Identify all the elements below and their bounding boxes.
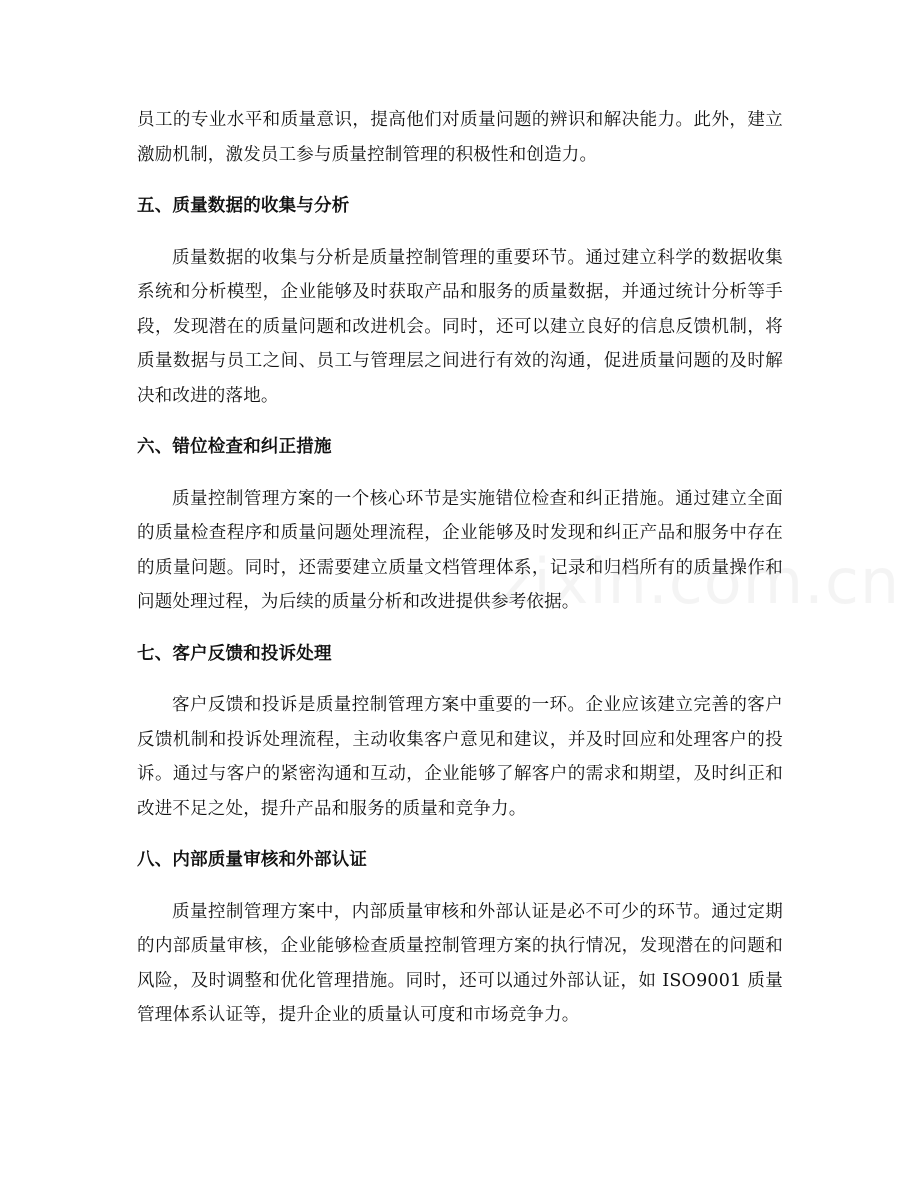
- section-body-5: 质量数据的收集与分析是质量控制管理的重要环节。通过建立科学的数据收集系统和分析模型，企业能够及时获取产品和服务的质量数据，并通过统计分析等手段，发现潜在的质量问题和改进机会。同时，还可以建立良好的信息反馈机制，将质量数据与员工之间、员工与管理层之间进行有效的沟通，促进质量问题的及时解决和改进的落地。: [137, 247, 783, 406]
- section-body-8: 质量控制管理方案中，内部质量审核和外部认证是必不可少的环节。通过定期的内部质量审核，企业能够检查质量控制管理方案的执行情况，发现潜在的问题和风险，及时调整和优化管理措施。同时，还可以通过外部认证，如 ISO9001 质量管理体系认证等，提升企业的质量认可度和市场竞争力。: [137, 901, 783, 1025]
- section-heading-5: 五、质量数据的收集与分析: [137, 196, 350, 216]
- section-body-6: 质量控制管理方案的一个核心环节是实施错位检查和纠正措施。通过建立全面的质量检查程序和质量问题处理流程，企业能够及时发现和纠正产品和服务中存在的质量问题。同时，还需要建立质量文档管理体系，记录和归档所有的质量操作和问题处理过程，为后续的质量分析和改进提供参考依据。: [137, 488, 783, 612]
- section-heading-8: 八、内部质量审核和外部认证: [137, 850, 368, 870]
- intro-paragraph: 员工的专业水平和质量意识，提高他们对质量问题的辨识和解决能力。此外，建立激励机制，激发员工参与质量控制管理的积极性和创造力。: [137, 110, 783, 165]
- section-body-7: 客户反馈和投诉是质量控制管理方案中重要的一环。企业应该建立完善的客户反馈机制和投诉处理流程，主动收集客户意见和建议，并及时回应和处理客户的投诉。通过与客户的紧密沟通和互动，企业能够了解客户的需求和期望，及时纠正和改进不足之处，提升产品和服务的质量和竞争力。: [137, 695, 783, 819]
- section-heading-7: 七、客户反馈和投诉处理: [137, 643, 332, 664]
- document-content: [137, 103, 783, 1033]
- section-heading-6: 六、错位检查和纠正措施: [137, 437, 332, 457]
